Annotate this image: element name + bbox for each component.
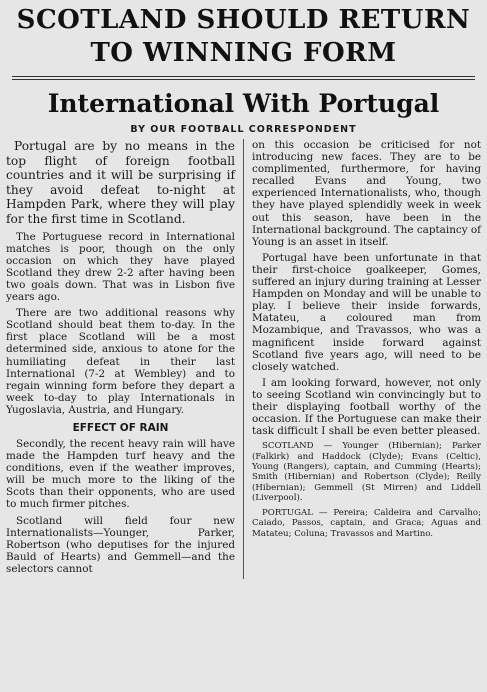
paragraph: Portugal have been unfortunate in that their first-choice goalkeeper, Gomes, suffered an injury during training at Lesser Hampden on Monday and will be unable to play. I believe their inside forwards, Matateu, a coloured man from Mozambique, and Travassos, who was a magnificent inside forward against Scotland five years ago, will need to be closely watched. <box>252 251 481 373</box>
paragraph: The Portuguese record in International matches is poor, though on the only occasion on which they have played Scotland they drew 2-2 after having been two goals down. That was in Lisbon five years ago. <box>6 230 235 304</box>
team-lineup-portugal: PORTUGAL — Pereira; Caldeira and Carvalho; Caiado, Passos, captain, and Graca; Aguas and Matateu; Coluna; Travassos and Martino. <box>252 507 481 539</box>
column-divider <box>243 139 244 579</box>
paragraph: on this occasion be criticised for not introducing new faces. They are to be complimented, furthermore, for having recalled Evans and Young, two experienced Internationalists, who, though they have played splendidly week in week out this season, have been in the International background. The captaincy of Young is an asset in itself. <box>252 139 481 248</box>
right-column <box>252 139 481 579</box>
paragraph: There are two additional reasons why Scotland should beat them to-day. In the first place Scotland will be a most determined side, anxious to atone for the humiliating defeat in their last International (7-2 at Wembley) and to regain winning form before they depart a week to-day to play Internationals in Yugoslavia, Austria, and Hungary. <box>6 307 235 416</box>
paragraph: Scotland will field four new Internationalists—Younger, Parker, Robertson (who deputises for the injured Bauld of Hearts) and Gemmell—and the selectors cannot <box>6 514 235 575</box>
headline-line-1: SCOTLAND SHOULD RETURN <box>16 5 471 35</box>
left-column <box>6 139 235 579</box>
subheadline: International With Portugal <box>47 89 440 118</box>
headline-line-2: TO WINNING FORM <box>90 38 397 68</box>
section-heading: EFFECT OF RAIN <box>72 421 169 434</box>
byline: BY OUR FOOTBALL CORRESPONDENT <box>130 124 357 135</box>
article-body <box>6 139 481 579</box>
team-lineup-scotland: SCOTLAND — Younger (Hibernian); Parker (Falkirk) and Haddock (Clyde); Evans (Celtic), Young (Rangers), captain, and Cumming (Hearts); Smith (Hibernian) and Robertson (Clyde); Reilly (Hibernian); Gemmell (St Mirren) and Liddell (Liverpool). <box>252 441 481 504</box>
lead-paragraph: Portugal are by no means in the top flight of foreign football countries and it will be surprising if they avoid defeat to-night at Hampden Park, where they will play for the first time in Scotland. <box>6 139 235 226</box>
paragraph: Secondly, the recent heavy rain will have made the Hampden turf heavy and the conditions, even if the weather improves, will be much more to the liking of the Scots than their opponents, who are used to much firmer pitches. <box>6 437 235 511</box>
headline <box>6 4 481 70</box>
headline-rule <box>12 76 475 80</box>
paragraph: I am looking forward, however, not only to seeing Scotland win convincingly but to their displaying football worthy of the occasion. If the Portuguese can make their task difficult I shall be even better pleased. <box>252 376 481 438</box>
